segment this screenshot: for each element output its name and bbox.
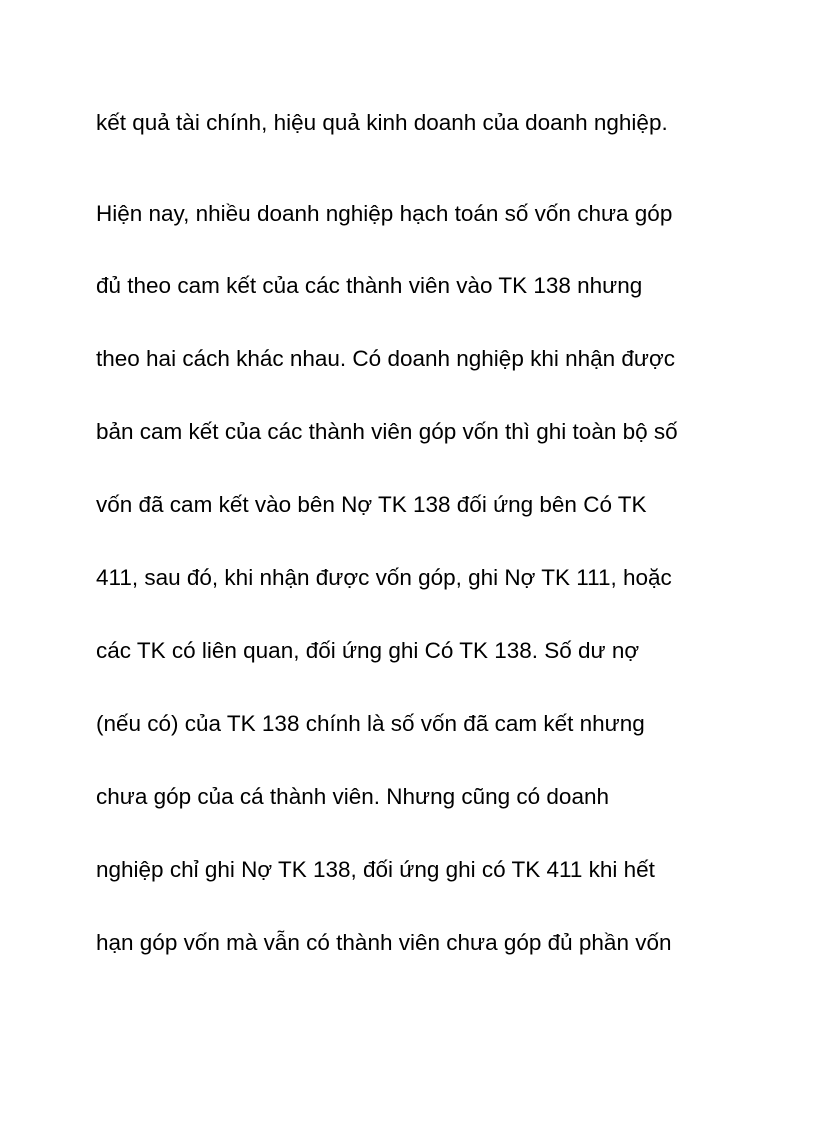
text-line: đủ theo cam kết của các thành viên vào TK 138 nhưng: [96, 273, 643, 298]
text-line: các TK có liên quan, đối ứng ghi Có TK 138. Số dư nợ: [96, 638, 640, 663]
text-line: chưa góp của cá thành viên. Nhưng cũng có doanh: [96, 784, 609, 809]
text-line: bản cam kết của các thành viên góp vốn thì ghi toàn bộ số: [96, 419, 678, 444]
text-line: (nếu có) của TK 138 chính là số vốn đã cam kết nhưng: [96, 711, 645, 736]
text-line: vốn đã cam kết vào bên Nợ TK 138 đối ứng bên Có TK: [96, 492, 647, 517]
text-line: 411, sau đó, khi nhận được vốn góp, ghi Nợ TK 111, hoặc: [96, 565, 672, 590]
text-line: Hiện nay, nhiều doanh nghiệp hạch toán số vốn chưa góp: [96, 201, 673, 226]
text-line: theo hai cách khác nhau. Có doanh nghiệp khi nhận được: [96, 346, 675, 371]
text-line: kết quả tài chính, hiệu quả kinh doanh của doanh nghiệp.: [96, 110, 668, 135]
text-line: hạn góp vốn mà vẫn có thành viên chưa góp đủ phần vốn: [96, 930, 672, 955]
text-line: nghiệp chỉ ghi Nợ TK 138, đối ứng ghi có TK 411 khi hết: [96, 857, 655, 882]
